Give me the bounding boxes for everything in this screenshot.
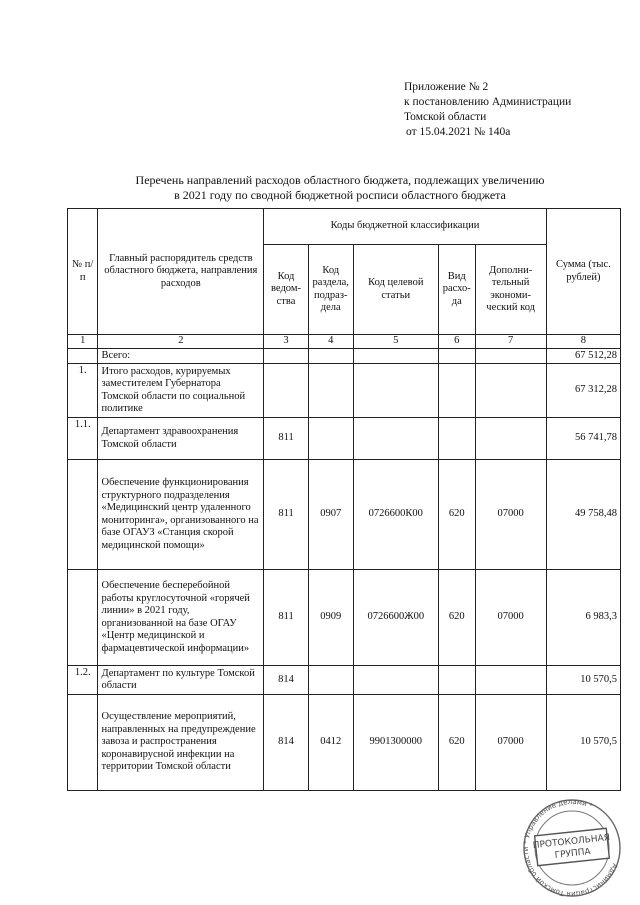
row-dept <box>264 364 309 418</box>
stamp-ring-text: Администрация Томской области * Управление делами * <box>521 798 619 898</box>
header-dept-code: Код ведом-ства <box>264 245 309 335</box>
column-number-row <box>68 335 621 349</box>
document-title <box>60 173 620 203</box>
header-main: Главный распорядитель средств областного бюджета, направления расходов <box>98 209 264 335</box>
header-econ-code: Дополни-тельный экономи-ческий код <box>475 245 546 335</box>
row-section <box>308 348 353 364</box>
appendix-line-1: Приложение № 2 <box>404 81 489 93</box>
row-econ <box>475 348 546 364</box>
stamp-center-line-1: ПРОТОКОЛЬНАЯ <box>532 833 611 852</box>
row-num: 1.1. <box>68 418 98 460</box>
row-dept: 811 <box>264 460 309 570</box>
row-econ: 07000 <box>475 695 546 791</box>
column-number: 1 <box>68 335 98 349</box>
row-type <box>438 418 475 460</box>
row-section: 0907 <box>308 460 353 570</box>
row-sum: 67 312,28 <box>546 364 620 418</box>
row-sum: 67 512,28 <box>546 348 620 364</box>
row-name: Департамент здравоохранения Томской области <box>98 418 264 460</box>
table-row <box>68 666 621 695</box>
row-name: Обеспечение функционирования структурного подразделения «Медицинский центр удаленного мониторинга», организованного на базе ОГАУЗ «Станция скорой медицинской помощи» <box>98 460 264 570</box>
row-type: 620 <box>438 695 475 791</box>
row-target <box>353 348 438 364</box>
row-sum: 49 758,48 <box>546 460 620 570</box>
header-target-code: Код целевой статьи <box>353 245 438 335</box>
row-econ: 07000 <box>475 460 546 570</box>
row-target <box>353 418 438 460</box>
row-target <box>353 364 438 418</box>
protocol-group-stamp <box>514 798 630 898</box>
row-num <box>68 348 98 364</box>
budget-table <box>67 208 621 791</box>
row-num: 1.2. <box>68 666 98 695</box>
row-type <box>438 348 475 364</box>
row-econ: 07000 <box>475 570 546 666</box>
column-number: 7 <box>475 335 546 349</box>
appendix-block <box>404 80 571 140</box>
row-target: 0726600К00 <box>353 460 438 570</box>
title-line-1: Перечень направлений расходов областного бюджета, подлежащих увеличению <box>135 173 545 187</box>
column-number: 2 <box>98 335 264 349</box>
row-econ <box>475 418 546 460</box>
row-num <box>68 695 98 791</box>
table-row <box>68 348 621 364</box>
header-expense-type: Вид расхо-да <box>438 245 475 335</box>
row-section <box>308 418 353 460</box>
appendix-line-4: от 15.04.2021 № 140а <box>406 126 511 138</box>
row-name: Всего: <box>98 348 264 364</box>
row-target: 9901300000 <box>353 695 438 791</box>
column-number: 6 <box>438 335 475 349</box>
column-number: 8 <box>546 335 620 349</box>
row-name: Обеспечение бесперебойной работы круглосуточной «горячей линии» в 2021 году, организованной на базе ОГАУ «Центр медицинской и фармацевтической информации» <box>98 570 264 666</box>
row-num <box>68 570 98 666</box>
row-dept: 814 <box>264 666 309 695</box>
row-econ <box>475 666 546 695</box>
column-number: 3 <box>264 335 309 349</box>
header-sum: Сумма (тыс. рублей) <box>546 209 620 335</box>
table-row <box>68 364 621 418</box>
header-section-code: Код раздела, подраз-дела <box>308 245 353 335</box>
title-line-2: в 2021 году по сводной бюджетной росписи областного бюджета <box>174 188 506 202</box>
column-number: 5 <box>353 335 438 349</box>
row-sum: 56 741,78 <box>546 418 620 460</box>
row-dept: 811 <box>264 570 309 666</box>
row-dept: 811 <box>264 418 309 460</box>
row-section <box>308 364 353 418</box>
appendix-line-3: Томской области <box>404 111 487 123</box>
row-target: 0726600Ж00 <box>353 570 438 666</box>
row-target <box>353 666 438 695</box>
row-type: 620 <box>438 460 475 570</box>
header-row-1 <box>68 209 621 245</box>
header-num: № п/п <box>68 209 98 335</box>
table-row <box>68 460 621 570</box>
table-row <box>68 418 621 460</box>
row-sum: 6 983,3 <box>546 570 620 666</box>
row-econ <box>475 364 546 418</box>
row-type <box>438 666 475 695</box>
row-type: 620 <box>438 570 475 666</box>
row-type <box>438 364 475 418</box>
row-section: 0412 <box>308 695 353 791</box>
table-row <box>68 695 621 791</box>
row-name: Итого расходов, курируемых заместителем Губернатора Томской области по социальной политике <box>98 364 264 418</box>
row-dept: 814 <box>264 695 309 791</box>
row-num <box>68 460 98 570</box>
row-sum: 10 570,5 <box>546 666 620 695</box>
row-sum: 10 570,5 <box>546 695 620 791</box>
table-row <box>68 570 621 666</box>
column-number: 4 <box>308 335 353 349</box>
appendix-line-2: к постановлению Администрации <box>404 96 572 108</box>
header-codes-group: Коды бюджетной классификации <box>264 209 547 245</box>
row-name: Департамент по культуре Томской области <box>98 666 264 695</box>
row-dept <box>264 348 309 364</box>
row-section <box>308 666 353 695</box>
stamp-center-line-2: ГРУППА <box>554 847 592 861</box>
row-name: Осуществление мероприятий, направленных на предупреждение завоза и распространения коронавирусной инфекции на территории Томской области <box>98 695 264 791</box>
row-num: 1. <box>68 364 98 418</box>
row-section: 0909 <box>308 570 353 666</box>
